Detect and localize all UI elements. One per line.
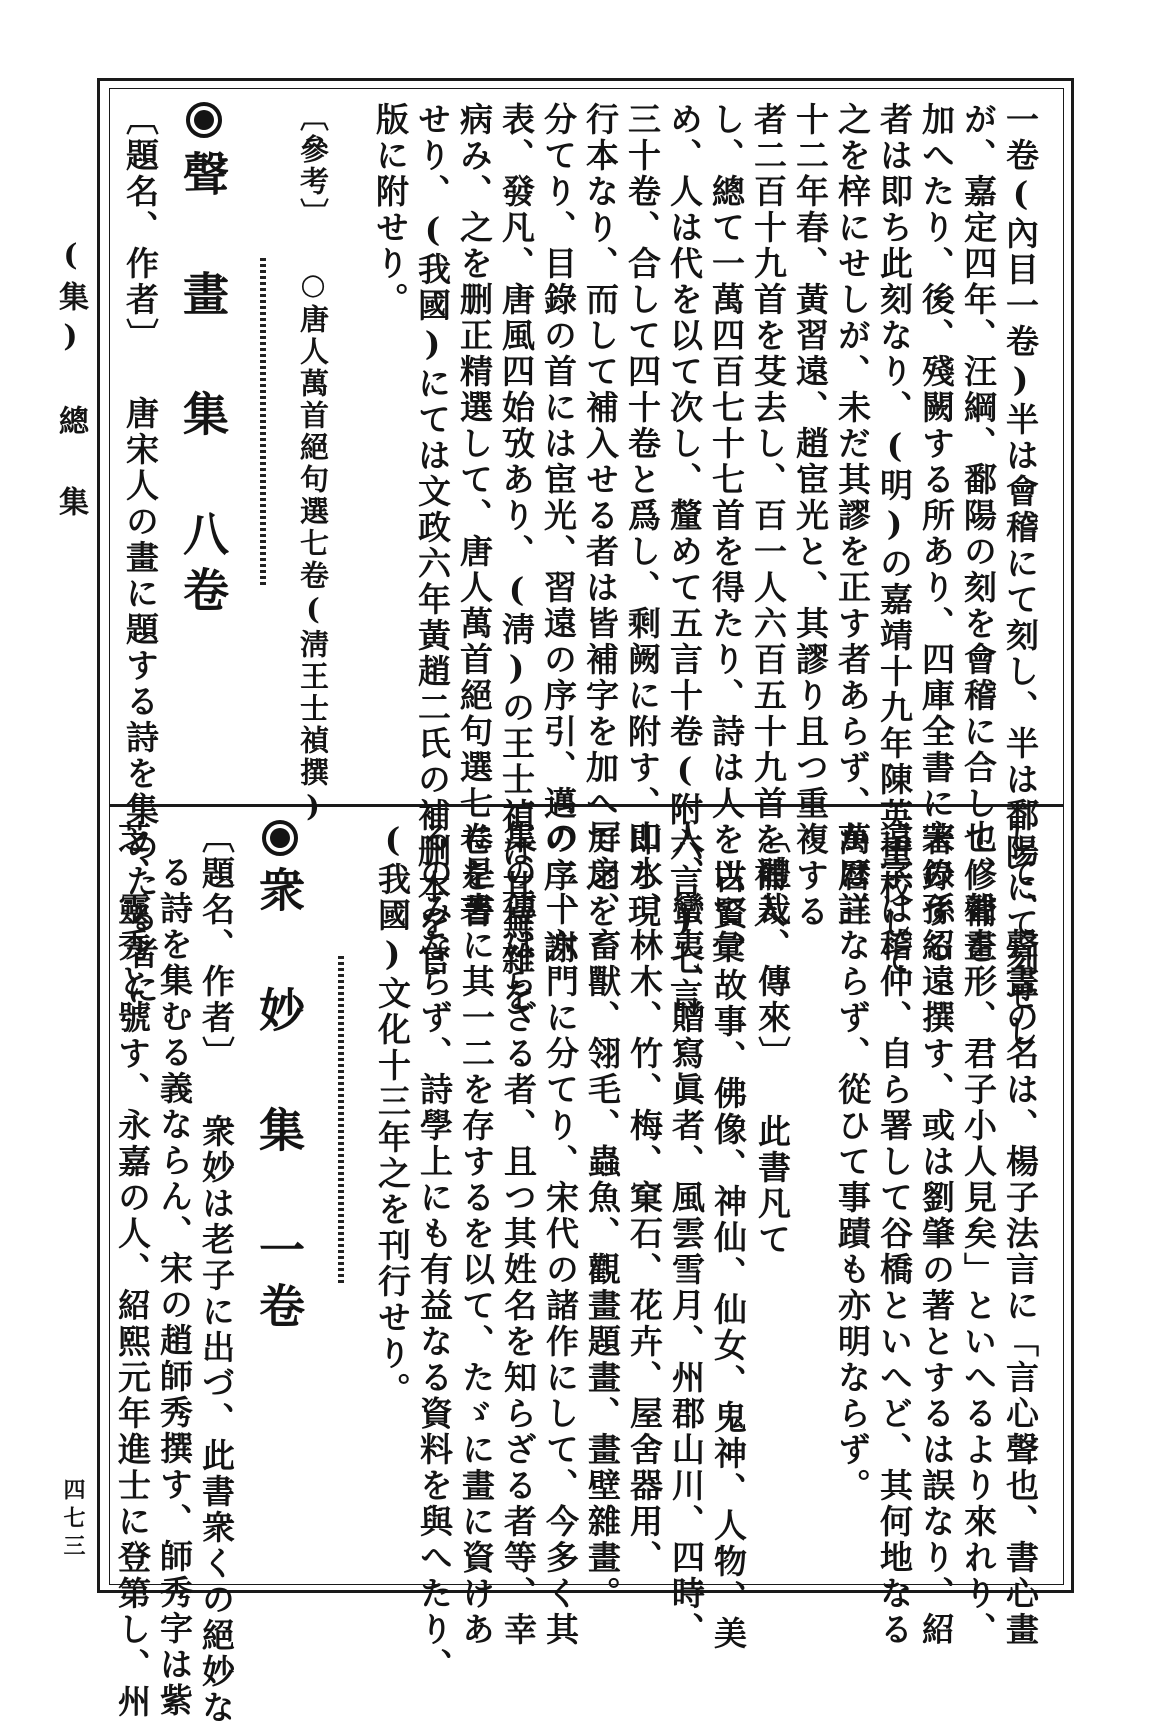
entry-subtitle: 〔題名、作者〕 唐宋人の畫に題する詩を集めたる者に <box>121 102 160 1008</box>
text-line: 集の傳はらざる者、且つ其姓名を知らざる者等、幸 <box>499 820 538 1648</box>
text-line: め、人は代を以て次し、釐めて五言十卷(附六言)七言 <box>665 102 704 1014</box>
text-line: 者二百十九首を芟去し、百一人六百五十九首を補入 <box>749 102 788 930</box>
page-number: 四七三 <box>60 1478 86 1562</box>
text-line: 人、蠻夷、贈寫眞者、風雲雪月、州郡山川、四時、 <box>667 820 706 1648</box>
text-line: 行本なり、而して補入せる者は皆補字を加へて之を <box>581 102 620 930</box>
section-header: (集) 總 集 <box>53 238 88 524</box>
text-line: るのみならず、詩學上にも有益なる資料を與へたり、 <box>415 820 454 1684</box>
text-line: 十二年春、黃習遠、趙宦光と、其謬り且つ重複する <box>791 102 830 930</box>
text-line: 分てり、目錄の首には宦光、習遠の序引、邁の序、謝 <box>539 102 578 966</box>
text-line: に是書に其一二を存するを以て、たゞに畫に資けあ <box>457 820 496 1648</box>
text-line: 宋の孫紹遠撰す、或は劉肇の著とするは誤なり、紹 <box>917 820 956 1648</box>
text-line: 山水、林木、竹、梅、窠石、花卉、屋舍器用、 <box>625 820 664 1576</box>
entry-subtitle: 〔題名、作者〕 衆妙は老子に出づ、此書衆くの絕妙な <box>197 820 236 1726</box>
text-line: かは詳ならず、從ひて事蹟も亦明ならず。 <box>833 820 872 1504</box>
text-line: 也、聲畫形、君子小人見矣」といへるより來れり、 <box>959 820 998 1648</box>
text-line: 古賢、故事、佛像、神仙、仙女、鬼神、人物、美 <box>709 860 748 1652</box>
text-line: 〔體裁、傳來〕 此書凡て <box>753 820 792 1258</box>
entry-heading: 聲 畫 集 八卷 <box>176 150 230 622</box>
text-line: 三十卷、合して四十卷と爲し、剩阙に附す、即ち現 <box>623 102 662 930</box>
text-line: 病み、之を删正精選して、唐人萬首絕句選七卷を著 <box>455 102 494 930</box>
text-line: の二十六門に分てり、宋代の諸作にして、今多く其 <box>541 820 580 1648</box>
text-line: して、聲畫の名は、楊子法言に「言心聲也、書心畫 <box>1001 820 1040 1648</box>
text-line: 一卷(內目一卷)半は會稽にて刻し、半は鄱陽にて刻せし <box>1001 102 1040 1050</box>
text-line: (我國)文化十三年之を刊行せり。 <box>373 820 412 1408</box>
text-line: る詩を集むる義ならん、宋の趙師秀撰す、師秀字は紫 <box>155 855 194 1719</box>
text-line: 之を梓にせしが、未だ其謬を正す者あらず、萬曆三 <box>833 102 872 930</box>
text-line: 遠字は稽仲、自ら署して谷橋といへど、其何地なる <box>875 820 914 1648</box>
text-line: 加へたり、後、殘闕する所あり、四庫全書に著錄する <box>917 102 956 966</box>
reference-note: 〔參考〕 ○唐人萬首絕句選七卷(淸王士禎撰) <box>296 102 330 826</box>
bullet-icon <box>186 102 222 138</box>
wavy-underline <box>338 956 344 1286</box>
text-line: せり、(我國)にては文政六年黃趙二氏の補删本を官 <box>413 102 452 978</box>
text-line: 芝、靈秀と號す、永嘉の人、紹熙元年進士に登第し、州 <box>113 820 152 1720</box>
bullet-icon <box>262 820 298 856</box>
entry-heading: 衆 妙 集 一卷 <box>252 866 306 1338</box>
text-line: 表、發凡、唐風四始攷あり、(淸)の王士禎は其蕪雜を <box>497 102 536 1014</box>
text-line: 版に附せり。 <box>371 102 410 318</box>
text-line: し、總て一萬四百七十七首を得たり、詩は人を以て彙 <box>707 102 746 966</box>
text-line: 者は即ち此刻なり、(明)の嘉靖十九年陳英重校して <box>875 102 914 978</box>
text-line: 屛扇、畜獸、翎毛、蟲魚、觀畫題畫、畫壁雜畫。 <box>583 820 622 1612</box>
text-line: が、嘉定四年、汪綱、鄱陽の刻を會稽に合して修補を <box>959 102 998 966</box>
wavy-underline <box>260 258 266 588</box>
